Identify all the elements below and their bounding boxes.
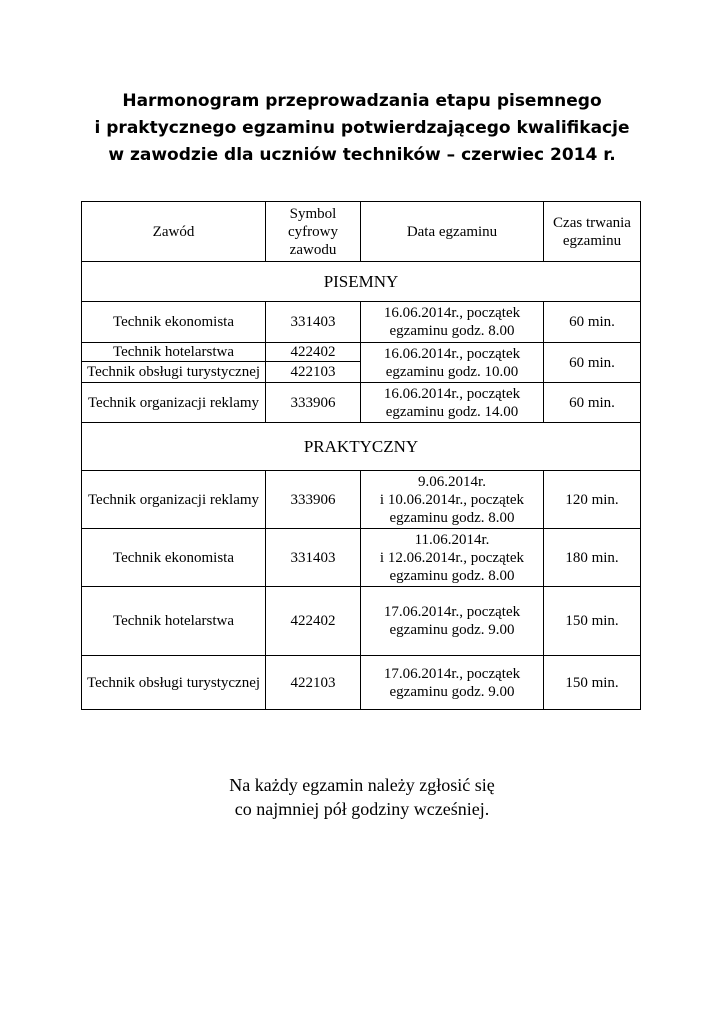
profession-cell: Technik organizacji reklamy [82, 471, 266, 529]
symbol-cell: 333906 [266, 471, 361, 529]
profession-cell: Technik obsługi turystycznej [82, 362, 266, 383]
document-title [0, 88, 724, 169]
table-row [82, 656, 641, 710]
symbol-cell: 331403 [266, 302, 361, 343]
note-line-1: Na każdy egzamin należy zgłosić się [229, 775, 495, 795]
title-line-1: Harmonogram przeprowadzania etapu pisemnego [122, 91, 602, 111]
profession-cell: Technik organizacji reklamy [82, 383, 266, 423]
duration-cell: 150 min. [544, 587, 641, 656]
date-cell [361, 529, 544, 587]
symbol-cell: 422103 [266, 656, 361, 710]
duration-cell: 150 min. [544, 656, 641, 710]
section-row-practical [82, 423, 641, 471]
section-label-written: PISEMNY [82, 262, 641, 302]
symbol-cell: 331403 [266, 529, 361, 587]
table-row [82, 302, 641, 343]
symbol-cell: 333906 [266, 383, 361, 423]
table-row [82, 383, 641, 423]
symbol-cell: 422103 [266, 362, 361, 383]
date-cell: 16.06.2014r., początek egzaminu godz. 14.00 [361, 383, 544, 423]
duration-cell: 120 min. [544, 471, 641, 529]
header-symbol: Symbol cyfrowy zawodu [266, 202, 361, 262]
date-line-1: 11.06.2014r. [414, 531, 490, 548]
attendance-note [0, 773, 724, 821]
profession-cell: Technik obsługi turystycznej [82, 656, 266, 710]
header-profession: Zawód [82, 202, 266, 262]
profession-cell: Technik ekonomista [82, 529, 266, 587]
table-row [82, 343, 641, 362]
duration-cell: 60 min. [544, 302, 641, 343]
date-line-1: 9.06.2014r. [418, 473, 486, 490]
exam-schedule-table [81, 201, 641, 710]
date-line-2: i 10.06.2014r., początek egzaminu godz. 8.00 [379, 491, 525, 526]
date-cell: 17.06.2014r., początek egzaminu godz. 9.00 [361, 587, 544, 656]
date-line-2: i 12.06.2014r., początek egzaminu godz. 8.00 [379, 549, 525, 584]
profession-cell: Technik hotelarstwa [82, 587, 266, 656]
symbol-cell: 422402 [266, 343, 361, 362]
header-duration: Czas trwania egzaminu [544, 202, 641, 262]
date-cell: 16.06.2014r., początek egzaminu godz. 10.00 [361, 343, 544, 383]
date-cell: 16.06.2014r., początek egzaminu godz. 8.00 [361, 302, 544, 343]
symbol-cell: 422402 [266, 587, 361, 656]
date-cell [361, 471, 544, 529]
date-cell: 17.06.2014r., początek egzaminu godz. 9.00 [361, 656, 544, 710]
title-line-3: w zawodzie dla uczniów techników – czerwiec 2014 r. [108, 145, 616, 165]
duration-cell: 180 min. [544, 529, 641, 587]
table-row [82, 471, 641, 529]
profession-cell: Technik ekonomista [82, 302, 266, 343]
profession-cell: Technik hotelarstwa [82, 343, 266, 362]
section-row-written [82, 262, 641, 302]
table-header-row [82, 202, 641, 262]
section-label-practical: PRAKTYCZNY [82, 423, 641, 471]
duration-cell: 60 min. [544, 383, 641, 423]
table-row [82, 587, 641, 656]
table-row [82, 529, 641, 587]
title-line-2: i praktycznego egzaminu potwierdzającego kwalifikacje [94, 118, 630, 138]
header-date: Data egzaminu [361, 202, 544, 262]
note-line-2: co najmniej pół godziny wcześniej. [234, 799, 490, 819]
duration-cell: 60 min. [544, 343, 641, 383]
